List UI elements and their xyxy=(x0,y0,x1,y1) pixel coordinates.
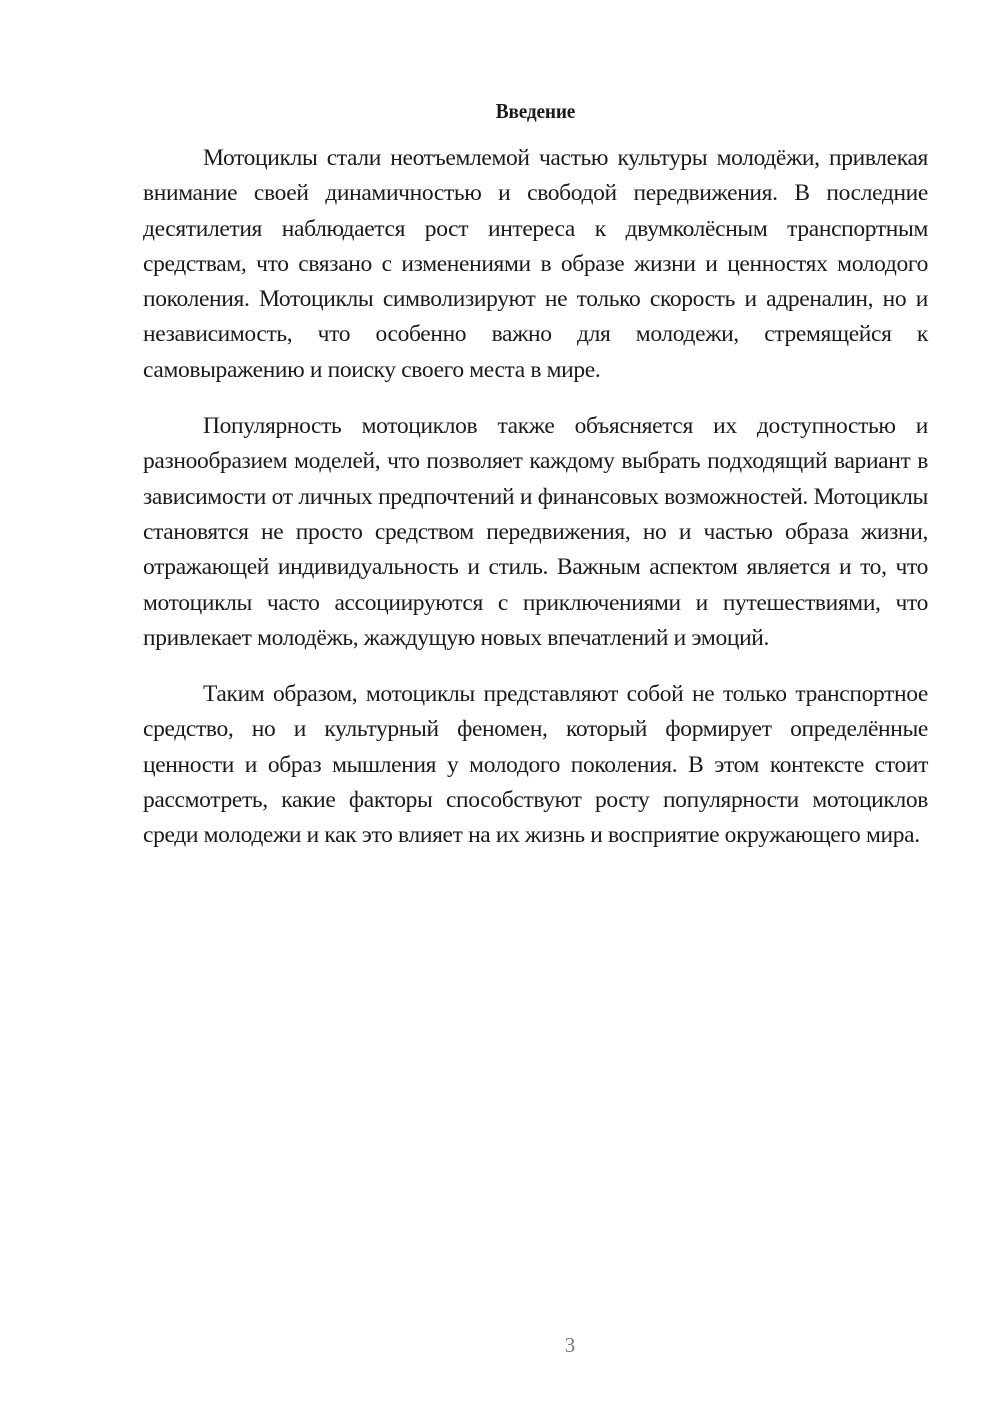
paragraph-popularity: Популярность мотоциклов также объясняется их доступностью и разнообразием моделей, что позволяет каждому выбрать подходящий вариант в зависимости от личных предпочтений и финансовых возможностей. Мотоциклы становятся не просто средством передвижения, но и частью образа жизни, отражающей индивидуальность и стиль. Важным аспектом является и то, что мотоциклы часто ассоциируются с приключениями и путешествиями, что привлекает молодёжь, жаждущую новых впечатлений и эмоций. xyxy=(143,413,928,651)
section-title: Введение xyxy=(495,99,576,123)
paragraph-intro: Мотоциклы стали неотъемлемой частью культуры молодёжи, привлекая внимание своей динамичностью и свободой передвижения. В последние десятилетия наблюдается рост интереса к двумколёсным транспортным средствам, что связано с изменениями в образе жизни и ценностях молодого поколения. Мотоциклы символизируют не только скорость и адреналин, но и независимость, что особенно важно для молодежи, стремящейся к самовыражению и поиску своего места в мире. xyxy=(143,145,928,383)
page-number: 3 xyxy=(564,1333,576,1357)
paragraph-conclusion: Таким образом, мотоциклы представляют собой не только транспортное средство, но и культурный феномен, который формирует определённые ценности и образ мышления у молодого поколения. В этом контексте стоит рассмотреть, какие факторы способствуют росту популярности мотоциклов среди молодежи и как это влияет на их жизнь и восприятие окружающего мира. xyxy=(143,681,928,849)
page-content xyxy=(143,95,928,854)
